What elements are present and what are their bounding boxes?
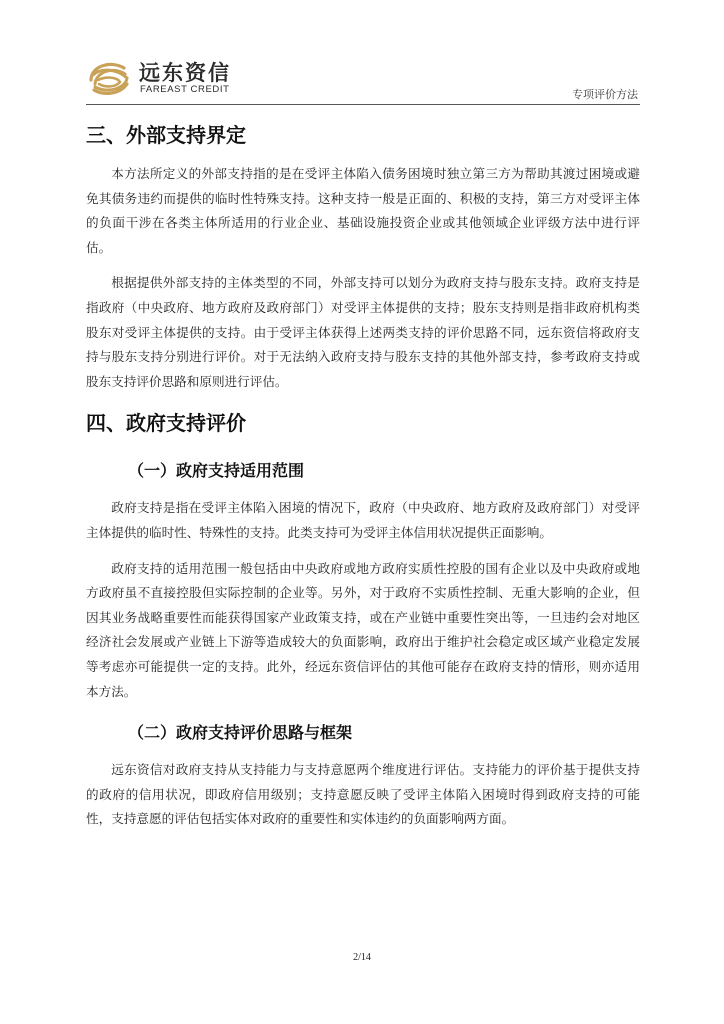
paragraph: 政府支持是指在受评主体陷入困境的情况下，政府（中央政府、地方政府及政府部门）对受评主体提供的临时性、特殊性的支持。此类支持可为受评主体信用状况提供正面影响。 <box>86 500 640 540</box>
paragraph: 政府支持的适用范围一般包括由中央政府或地方政府实质性控股的国有企业以及中央政府或地方政府虽不直接控股但实际控制的企业等。另外，对于政府不实质性控制、无重大影响的企业，但因其业务战略重要性而能获得国家产业政策支持，或在产业链中重要性突出等，一旦违约会对地区经济社会发展或产业链上下游等造成较大的负面影响，政府出于维护社会稳定或区域产业稳定发展等考虑亦可能提供一定的支持。此外，经远东资信评估的其他可能存在政府支持的情形，则亦适用本方法。 <box>86 560 640 699</box>
paragraph: 本方法所定义的外部支持指的是在受评主体陷入债务困境时独立第三方为帮助其渡过困境或避免其债务违约而提供的临时性特殊支持。这种支持一般是正面的、积极的支持，第三方对受评主体的负面干涉在各类主体所适用的行业企业、基础设施投资企业或其他领域企业评级方法中进行评估。 <box>86 166 640 255</box>
page-header <box>0 0 724 104</box>
brand-name-cn: 远东资信 <box>139 61 231 85</box>
paragraph: 根据提供外部支持的主体类型的不同，外部支持可以划分为政府支持与股东支持。政府支持是指政府（中央政府、地方政府及政府部门）对受评主体提供的支持；股东支持则是指非政府机构类股东对受评主体提供的支持。由于受评主体获得上述两类支持的评价思路不同，远东资信将政府支持与股东支持分别进行评价。对于无法纳入政府支持与股东支持的其他外部支持，参考政府支持或股东支持评价思路和原则进行评估。 <box>86 275 640 389</box>
section-title-external-support: 三、外部支持界定 <box>86 123 246 147</box>
brand-name-en: FAREAST CREDIT <box>140 84 230 95</box>
subsection-title-scope: （一）政府支持适用范围 <box>128 461 305 481</box>
fareast-swirl-logo-icon <box>86 54 132 100</box>
subsection-title-framework: （二）政府支持评价思路与框架 <box>128 723 353 743</box>
document-type-label: 专项评价方法 <box>572 88 638 101</box>
section-title-government-support: 四、政府支持评价 <box>86 411 246 436</box>
page-body <box>86 120 640 832</box>
paragraph: 远东资信对政府支持从支持能力与支持意愿两个维度进行评估。支持能力的评价基于提供支持的政府的信用状况，即政府信用级别；支持意愿反映了受评主体陷入困境时得到政府支持的可能性，支持意愿的评估包括实体对政府的重要性和实体违约的负面影响两方面。 <box>86 762 640 827</box>
header-divider <box>86 104 640 105</box>
page-number: 2/14 <box>353 952 371 963</box>
